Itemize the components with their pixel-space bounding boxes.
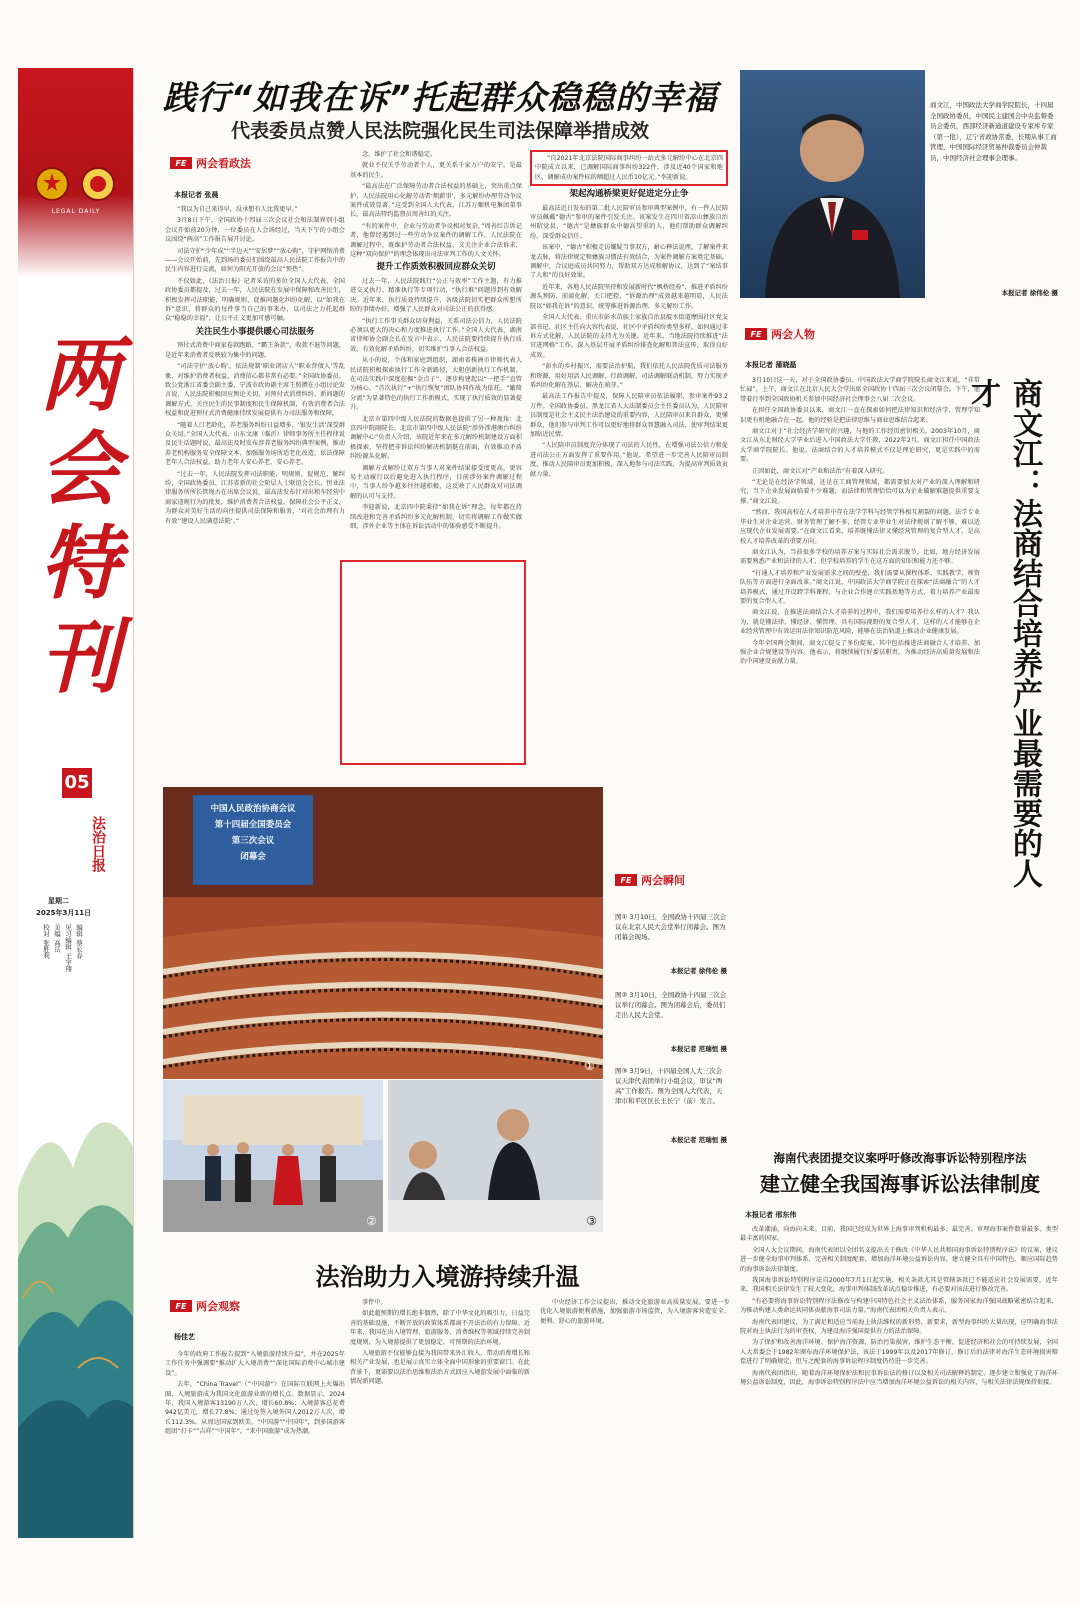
- paragraph: 改革潮涌，向海向未来。目前，我国已经成为世界上海事审判机构最多、最完善、审理海事案件数量最多、类型最丰富的国家。: [740, 1226, 1058, 1243]
- weekday: 星期二: [48, 897, 69, 905]
- mountain-landscape-illustration: [18, 1028, 134, 1538]
- paragraph: 司法守护“少年成”“半边天”“安居梦”“放心购”，守护网络消费——会议开始前，先到场的委员们围绕最高人民法院工作报告中的民生内容进行交流，如何为阳光开放的会议“预热”。: [165, 247, 345, 274]
- paragraph: 去年，“China Travel”（“中国游”）在国际互联网上火爆出圈，入境旅游成为我国文化旅游业新的增长点。数据显示，2024年，我国入境游客13190万人次，增长60.8%；入境游客总花费942亿美元，增长77.8%；通过免签入境外国人2012万人次，增长112.3%。从周边国家到欧美，“中国游”“中国年”，到多国游客组团“打卡”“吉祥”“中国年”，“来中国旅游”成为热潮。: [165, 1381, 345, 1436]
- section-label: 两会观察: [196, 1300, 240, 1313]
- main-subheadline: 代表委员点赞人民法院强化民生司法保障举措成效: [230, 120, 649, 142]
- photo-mark: ①: [584, 1059, 595, 1073]
- paragraph: 调解方式解纷让双方当事人对案件结果接受度更高，更容易主动履行以后避免进入执行程序，目前涉外案件调解过程中，当事人纷争越多往往越积极，这反映了人民群众对司法调解的认可与支持。: [350, 464, 522, 500]
- paragraph: “然而，我国高校在人才培养中存在法学学科与经管学科相互割裂的问题，法学专业毕业生对企业运营、财务管理了解不多，经管专业毕业生对法律规则了解不够，难以适应现代企业发展需要。”在商文江看来，培养既懂法律又懂经营管理的复合型人才，是高校人才培养改革的重要方向。: [740, 509, 980, 545]
- article4-headline: 建立健全我国海事诉讼法律制度: [760, 1172, 1040, 1196]
- main-headline: 践行“如我在诉”托起群众稳稳的幸福: [162, 78, 718, 117]
- national-emblem-icon: [34, 166, 70, 202]
- paragraph: “自2021年北京法院国际商事纠纷一站式多元解纷中心在北京四中院成立以来，已调解国际商事纠纷322件，涉及近40个国家和地区，调解成功案件标的额超过人民币10亿元。”李迎新说。: [535, 155, 723, 181]
- paragraph: 就业不仅关乎劳动者个人，更关系千家万户的安宁，是最基本的民生。: [350, 162, 522, 179]
- subheading: 关注民生小事提供暖心司法服务: [195, 326, 315, 337]
- portrait-figure: [740, 70, 925, 298]
- paragraph: 最高法工作报告中提及，保障人民陪审员依法履职，参审案件93.2万件。全国政协委员、黑龙江省人大法制委员会主任委员认为，人民陪审员制度是社会主义民主法治建设的重要内容，人民陪审员来自群众，更懂群众，他们参与审判工作可以更好地将群众智慧融入司法，使审判结果更加贴近民情。: [530, 393, 728, 438]
- paragraph: “有必要将海事诉讼特别程序法修改与构建中国特色社会主义法治体系，服务国家海洋强国战略紧密结合起来，为推动构建人类命运共同体贡献海事司法力量。”海南代表团相关负责人表示。: [740, 1297, 1058, 1315]
- editors-list: [42, 924, 84, 1014]
- paragraph: “过去一年，人民法院发挥司法职能，明规则、促规范、解纠纷，全国政协委员、江苏省新的社会阶层人士联谊会会长，恒业法律服务所所长管绳古在出席会议说，最高法发布针对出租车经营中商家违规行为的批复，维护消费者合法权益，保障社会公平正义，为群众对美好生活的向往提供司法保障和服务，‘对社会治理有力有效’‘建设人民满意法院’。”: [165, 470, 345, 525]
- section-label: 两会瞬间: [641, 874, 685, 887]
- paragraph: 从小的说，个体和家庭到组织，湖南省株洲市律师代表人民法院积极探索执行工作全新路径，大胆创新执行工作机制，在司法实践中深度挖掘“金点子”，逐步构建起以“一把手”直管为核心，“首次执行”+“执行恢复”团队协同作战为依托，“繁简分流”为显著特色的执行工作新模式，实现了执行质效的显著提升。: [350, 357, 522, 412]
- paragraph: “彭水的乡村振兴，需要法治护航，我们依托人民法院优质司法服务和资源，用好用活人民调解、行政调解、司法调解联动机制，努力实现矛盾纠纷化解在基层、解决在萌芽。”: [530, 363, 728, 389]
- paragraph: 今年全国两会期间，商文江提交了多份提案，其中包括推进法商融合人才培养、加强企业合规建设等内容。他表示，将继续履行好委员职责，为推动经济高质量发展和法治中国建设贡献力量。: [740, 639, 980, 666]
- paragraph: 海南代表团建议，为了满足和适应当前海上执法维权的新形势、新要求，新型海事纠纷大量出现，应明确海事法院对海上执法行为的审查权，为建设海洋强国提供有力的法治保障。: [740, 1318, 1058, 1336]
- paragraph: 过去一年，人民法院践行“公正与效率”工作主题，有力推进交叉执行、精准执行等专项行动，“执行难”问题得到有效解决。近年来，执行质效持续提升，各级法院切实把群众所想所盼的事情办好，增强了人民群众对司法公正的获得感。: [350, 277, 522, 314]
- article5-headline: 法治助力入境游持续升温: [315, 1262, 580, 1291]
- paragraph: 3月10日这一天，对于全国政协委员、中国政法大学商学院院长商文江来说，“非常忙碌”。上午，商文江在北京人民大会堂出席全国政协十四届三次会议闭幕会，下午，他带着行李到全国政协机关参加中国经济社会理事会八届二次会议。: [740, 377, 980, 403]
- article1-byline: 本报记者 张晨: [174, 191, 219, 199]
- article4-body: [740, 1225, 1058, 1530]
- editor-line: 编辑 蔡长春: [75, 924, 83, 959]
- photo-1-plenary-hall: [163, 787, 603, 1079]
- paragraph: 在担任全国政协委员以来，商文江一直在探索如何把法律知识和经济学、管理学知识更有机地融合在一起，他的经验是把法律思维与商业思维结合起来。: [740, 407, 980, 424]
- paragraph: “有的案件中，企业与劳动者争议相对复杂，”周善红告诉记者，他曾经遇到过一些劳动争议案件的调解工作，人民法院在调解过程中，既维护劳动者合法权益，又关注企业合法诉求，这种“双向保护”的理念体现出司法审判工作的人文关怀。: [350, 222, 522, 259]
- article2-column-3: [530, 150, 728, 775]
- paragraph: 最高法近日发布的第二批人民陪审员参审典型案例中，有一件人民陪审员佩戴“德古”参审的案件引发关注。该案发生在四川省凉山彝族自治州昭觉县，“德古”是彝族群众中德高望重的人，他们帮助群众调解纠纷，深受群众信任。: [530, 204, 728, 240]
- paragraph: 预付式消费中商家卷款跑路、“霸王条款”，收款不退等问题，是近年来消费者反映较为集中的问题。: [165, 342, 345, 359]
- paragraph: 全国人大会议期间，海南代表团以全团名义提出关于修改《中华人民共和国海事诉讼特别程序法》的议案，建议进一步健全海事审判体系，完善相关制度配套，增加海洋环境公益诉讼内容，建立健全具有中国特色、顺应国际趋势的海事诉讼法律制度。: [740, 1246, 1058, 1273]
- section-tag-lianghui-renwu: [745, 326, 815, 342]
- paper-name: 法治日报: [90, 816, 106, 872]
- paragraph: 该案中，“德古”积极走访嫌疑当事双方，耐心释法说理，了解案件来龙去脉，将法律规定和彝族习惯法有效结合，为案件调解方案奠定基础。调解中，合议庭成员共同努力，帮助双方达成和解协议，达到了“案结事了人和”的良好效果。: [530, 244, 728, 280]
- editor-line: 见习编辑 王宇翔: [64, 924, 72, 972]
- paragraph: 我国海事诉讼特别程序法自2000年7月1日起实施，相关条款尤其是管辖条款已不能适应社会发展需要，近年来，我国相关法律发生了较大变化，海事审判体制改革试点稳步推进，有必要对该法进行修改完善。: [740, 1277, 1058, 1294]
- paragraph: “我以为自己来得早，没承想有人比我更早。”: [177, 206, 298, 213]
- article5-body-column-1: [165, 1350, 345, 1535]
- banner-line: 闭幕会: [240, 852, 266, 862]
- paragraph: 事件中。: [362, 1299, 387, 1306]
- photo-caption-3: 图③ 3月9日，十四届全国人大三次会议天津代表团举行小组会议，审议“两高”工作报告。图为全国人大代表，天津市和平区区长王长宁（前）发言。: [615, 1067, 723, 1105]
- paragraph: “人民陪审员制度充分体现了司法的人民性，在增强司法公信力和促进司法公正方面发挥了重要作用。”他说，希望进一步完善人民陪审员制度，推动人民陪审员更加积极、深入地参与司法实践，为提高审判质效贡献力量。: [530, 442, 728, 478]
- special-title-char: 两: [40, 328, 120, 422]
- photo-credit-2: 本报记者 范瑞恒 摄: [670, 1045, 727, 1053]
- paragraph: 3月8日下午，全国政协十四届三次会议社会和法制界别小组会议开始前20分钟，一位委员在人会场经过，当天下午的小组会议围绕“两高”工作报告展开讨论。: [165, 217, 345, 244]
- article5-body-column-3: [540, 1298, 730, 1535]
- fazhi-logo-icon: FE: [615, 874, 637, 886]
- paragraph: “随着人口老龄化，养老服务纠纷日益增多，‘银发生活’深受群众关切。”全国人大代表、山东文康（临沂）律师事务所主任程律说及民生话题时说，最高法及时发布涉养老服务纠纷典型案例，推动养老机构服务安全保障文本，加强服务场所适老化改造，依法保障老年人合法权益，助力老年人安心养老、安心养老。: [165, 421, 345, 467]
- paragraph: 海南代表团指出，随着海洋环境保护法和民事诉讼法的修订以及相关司法解释的制定，逐步建立和强化了海洋环境公益诉讼制度，因此，海事诉讼特别程序法中应当增加海洋环境公益诉讼的相关内容，与相关法律法规保持衔接。: [740, 1369, 1058, 1387]
- subheading: 架起沟通桥梁更好促进定分止争: [569, 189, 689, 200]
- paragraph: “司法守护‘放心购’，依法规制‘职业闭店人’‘职业背债人’等乱象，对维护消费者权益，消费信心都非常有必要。”全国政协委员、致公党浙江省委会副主委、宁波市政协副主席王照撰在小组讨论发言说，人民法院积极回应舆论关切，对预付式消费纠纷、新问题的调解方式，关注民生的民事制度和民生保障机制，有效消费者合法权益和促进预付式消费健康持续发展提供有力司法服务和保障。: [165, 363, 345, 418]
- fazhi-logo-icon: FE: [170, 157, 192, 169]
- section-label: 两会看政法: [196, 157, 251, 170]
- photo-mark: ③: [586, 1214, 597, 1228]
- article1-column-1: [165, 205, 345, 775]
- paragraph: 近年来，各地人民法院坚持和发展新时代“枫桥经验”，推进矛盾纠纷源头预防、前端化解、关口把控，“诉源治理”成效越来越明显，人民法院以“如我在诉”的意识，统筹推进诉源治理、多元解纷工作。: [530, 283, 728, 310]
- section-tag-lianghui-shunjian: [615, 872, 685, 888]
- article3-vertical-headline: 商文江：法商结合培养产业最需要的人才: [965, 378, 1042, 888]
- paragraph: 如此超预期的增长绝非偶然，除了中华文化的吸引力，日益完善的基础设施、不断开放的政策体系都离不开法治的有力保障。近年来，我国在出入境管理、旅游服务、消费维权等领域持续完善制度规则，为入境游提供了更加稳定、可预期的法治环境。: [350, 1310, 530, 1346]
- article5-byline: 杨佳艺: [174, 1333, 195, 1341]
- paragraph: “无论是在经济学领域，还是在工商管理领域，都需要加大对产业的深入理解和研究，当下企业发展面临着不少难题，而法律和管理恰恰可以为企业破解难题提供重要支撑。”商文江说。: [740, 479, 980, 505]
- photo-credit-3: 本报记者 范瑞恒 摄: [670, 1136, 727, 1144]
- fazhi-logo-icon: FE: [745, 328, 767, 340]
- cppcc-emblem-icon: [80, 166, 116, 202]
- stage-banner: [193, 801, 313, 865]
- special-title-char: 刊: [40, 610, 120, 704]
- fazhi-logo-icon: FE: [170, 1300, 192, 1312]
- highlight-quote: [530, 150, 728, 186]
- paragraph: 李迎新说，北京四中院秉持“如我在诉”理念，每年都在持续改进和完善矛盾纠纷多元化解机制，切实将调解工作做实做细，涉外企业等主体在诉讼活动中的体验感受不断提升。: [350, 504, 522, 531]
- editor-line: 校对 张胜利: [42, 924, 50, 959]
- subheading: 提升工作质效积极回应群众关切: [376, 262, 496, 273]
- paragraph: 今年的政府工作报告提到“入境旅游持续升温”，并在2025年工作任务中强调要“推动扩大入境消费”“深化国际消费中心城市建设”。: [165, 1351, 345, 1377]
- paragraph: 商文江对于“社会经济学研究的兴趣，与他的工作经历密切相关。2003年10月，商文江从东北财经大学毕业后进入中国政法大学任教，2022年2月，商文江担任中国政法大学商学院院长。他说，法商结合的人才培养模式不仅是理论研究，更是实践中的需要。: [740, 428, 980, 464]
- banner-line: 第十四届全国委员会: [214, 820, 292, 830]
- section-tag-lianghui-kanzhengfa: [170, 155, 251, 171]
- highlight-box: [340, 560, 526, 765]
- paragraph: 全国人大代表、重庆市彭水苗族土家族自治县靛水街道摩围社区党支部书记、社区主任向大容代表说，社区中矛盾纠纷类型多样，如何通过非诉方式化解，人民法院的支持尤为关键。近年来，当地法院持续推进“法官进网格”工作，深入基层开展矛盾纠纷排查化解和普法宣传，取得良好成效。: [530, 314, 728, 359]
- portrait-credit: 本报记者 徐伟伦 摄: [1001, 289, 1058, 297]
- page-number: 05: [62, 768, 92, 798]
- article3-byline: 本报记者 蒲晓磊: [745, 361, 797, 369]
- paragraph: 商文江认为，当前很多学校的培养方案与实际社会需求脱节，比如，地方经济发展需要熟悉产业和法律的人才，但学校培养的学生在这方面的知识和能力还不够。: [740, 548, 980, 566]
- article5-body-column-2: [350, 1298, 530, 1535]
- photo-3-delegation-meeting: [388, 1080, 603, 1232]
- paragraph: 中央经济工作会议提出，推动文化旅游业高质量发展。要进一步优化入境旅游便利措施，加强旅游市场监管，为入境游客营造安全、便利、舒心的旅游环境。: [540, 1299, 730, 1325]
- article4-kicker: 海南代表团提交议案呼吁修改海事诉讼特别程序法: [773, 1151, 1027, 1165]
- special-title-char: 会: [40, 422, 120, 516]
- special-title-char: 特: [40, 516, 120, 610]
- section-label: 两会人物: [771, 328, 815, 341]
- issue-date: 2025年3月11日: [36, 909, 92, 917]
- section-tag-lianghui-guancha: [170, 1298, 240, 1314]
- members-leaving-scene: [163, 1080, 383, 1232]
- article4-byline: 本报记者 邢东伟: [745, 1211, 797, 1219]
- banner-line: 中国人民政治协商会议: [210, 804, 296, 814]
- paragraph: “执行工作事关群众切身利益，关系司法公信力，人民法院必须以更大的决心和力度推进执行工作。”全国人大代表、湖南省律师协会副会长在发言中表示，人民法院要持续提升执行质效，有效化解矛盾纠纷，切实维护当事人合法权益。: [350, 317, 522, 353]
- photo-credit-1: 本报记者 徐伟伦 摄: [670, 967, 727, 975]
- photo-mark: ②: [366, 1214, 377, 1228]
- paragraph: 为了保护和改善海洋环境、保护海洋资源，防治污染损害，维护生态平衡，促进经济和社会的可持续发展，全国人大常委会于1982年颁布海洋环境保护法，该法于1999年以及2017年修订，修订后的法律对海洋生态环境损害赔偿进行了明确规定，但与之配套的海事诉讼程序制度仍待进一步完善。: [740, 1339, 1058, 1366]
- portrait-caption: 商文江，中国政法大学商学院院长，十四届全国政协委员，中国民主建国会中央监督委员会委员，西部经济新通道建设专家库专家（第一批），辽宁省政协常委，长期从事工商管理，中国国际经济贸易仲裁委员会仲裁员，中国经济社会理事会理事。: [930, 101, 1057, 162]
- paragraph: 入境旅游不仅能够直接为我国带来外汇收入，带动消费增长和相关产业发展，也是展示真实立体全面中国形象的重要窗口。在此背景下，更需要以法治思维和法治方式回应入境游发展中面临的新情况新问题。: [350, 1350, 530, 1386]
- article3-body: [740, 376, 980, 1116]
- paragraph: 不仅如此，《法治日报》记者采访的多位全国人大代表、全国政协委员都提及，过去一年，人民法院在发展中保障和改善民生，积极发挥司法职能，明确规则、促推问题化纠纷化解，以“如我在诉”意识，将群众的每件事当自己的事来办，以司法之力托起群众“稳稳的幸福”，让公平正义更加可感可触。: [165, 277, 345, 323]
- banner-line: 第三次会议: [231, 836, 275, 846]
- portrait-photo: [740, 70, 925, 298]
- paragraph: “打通人才培养和产业发展需求之间的壁垒，我们需要从课程体系、实践教学、师资队伍等方面进行全面改革。”商文江说，中国政法大学商学院正在探索“法商融合”的人才培养模式，通过开设跨学科课程、与企业合作建立实践基地等方式，着力培养产业最需要的复合型人才。: [740, 569, 980, 605]
- paragraph: “最高法在广泛保障劳动者合法权益的基础上，突出重点保护，人民法院用心化解劳动者‘烦薪事’，多元解纷办理劳动争议案件成效显著。”这受到全国人大代表，江苏万顺机电集团董事长，最高法特约监督员周善红的关注。: [350, 183, 522, 219]
- photo-2-members-leaving: [163, 1080, 383, 1232]
- paragraph: 念，维护了社会和谐稳定。: [362, 151, 437, 158]
- left-strip: [18, 68, 134, 1538]
- editor-line: 美编 高岳: [53, 924, 61, 953]
- legal-daily-en: LEGAL DAILY: [51, 208, 101, 215]
- paragraph: 正因如此，商文江对“产业和法治”有着深入研究。: [752, 467, 889, 475]
- photo-caption-2: 图② 3月10日，全国政协十四届三次会议举行闭幕会。图为闭幕会后，委员们走出人民大会堂。: [615, 991, 727, 1019]
- special-issue-title: [32, 328, 128, 704]
- paragraph: 北京市第四中级人民法院的数据也提供了另一种视角：北京四中院副院长、北京市第四中级人民法院“涉外涉港澳台纠纷调解中心”负责人介绍，该院近年来在多元解纷机制建设方面积极探索，坚持把非诉讼纠纷解决机制挺在前面，有效推动矛盾纠纷源头化解。: [350, 415, 522, 461]
- photo-caption-1: 图① 3月10日，全国政协十四届三次会议在北京人民大会堂举行闭幕会。图为闭幕会现场。: [615, 913, 727, 941]
- delegation-meeting-scene: [388, 1080, 603, 1232]
- paragraph: 商文江说，在推进法商结合人才培养的过程中，我们需要培养什么样的人才？我认为，就是懂法律、懂经济、懂管理、具有国际视野的复合型人才。这样的人才能够在企业经营管理中有效运用法律知识防范风险，能够在法治轨道上推动企业健康发展。: [740, 609, 980, 636]
